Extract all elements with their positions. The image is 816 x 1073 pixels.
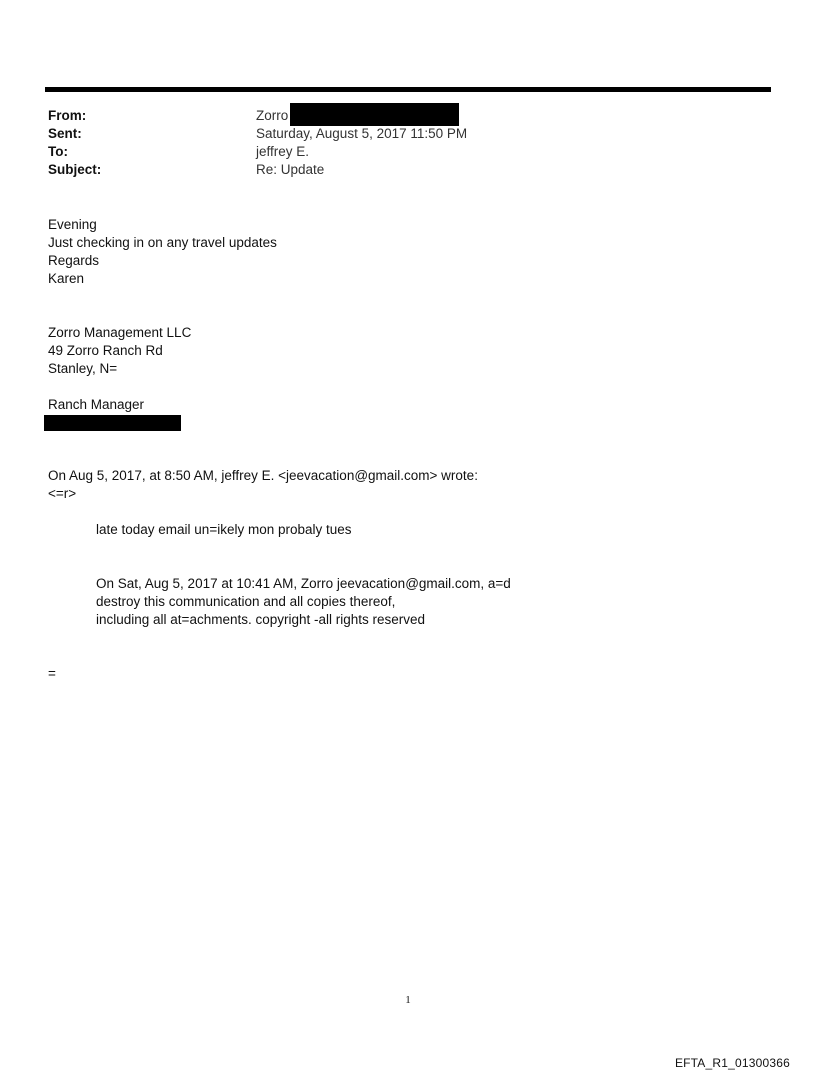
to-value: jeffrey E. <box>256 144 310 159</box>
nested-line: destroy this communication and all copies thereof, <box>96 594 396 609</box>
body-line: Just checking in on any travel updates <box>48 235 277 250</box>
signature-company: Zorro Management LLC <box>48 325 192 340</box>
trailer-mark: = <box>48 666 56 681</box>
nested-intro: On Sat, Aug 5, 2017 at 10:41 AM, Zorro jeevacation@gmail.com, a=d <box>96 576 511 591</box>
redaction-box <box>44 415 181 431</box>
page-number: 1 <box>405 994 411 1006</box>
from-label: From: <box>48 108 87 123</box>
to-label: To: <box>48 144 68 159</box>
signature-address-2: Stanley, N= <box>48 361 118 376</box>
signature-title: Ranch Manager <box>48 397 145 412</box>
subject-value: Re: Update <box>256 162 325 177</box>
sent-label: Sent: <box>48 126 82 141</box>
quoted-intro: On Aug 5, 2017, at 8:50 AM, jeffrey E. <jeevacation@gmail.com> wrote: <box>48 468 478 483</box>
quoted-reply: late today email un=ikely mon probaly tues <box>96 522 352 537</box>
body-closing: Regards <box>48 253 100 268</box>
header-rule <box>45 87 771 92</box>
nested-line: including all at=achments. copyright -all rights reserved <box>96 612 426 627</box>
body-signer: Karen <box>48 271 85 286</box>
from-value: Zorro <box>256 108 289 123</box>
redaction-box <box>290 103 459 126</box>
quoted-tag: <=r> <box>48 486 77 501</box>
document-id: EFTA_R1_01300366 <box>674 1056 790 1070</box>
signature-address-1: 49 Zorro Ranch Rd <box>48 343 163 358</box>
sent-value: Saturday, August 5, 2017 11:50 PM <box>256 126 468 141</box>
body-greeting: Evening <box>48 217 97 232</box>
subject-label: Subject: <box>48 162 102 177</box>
